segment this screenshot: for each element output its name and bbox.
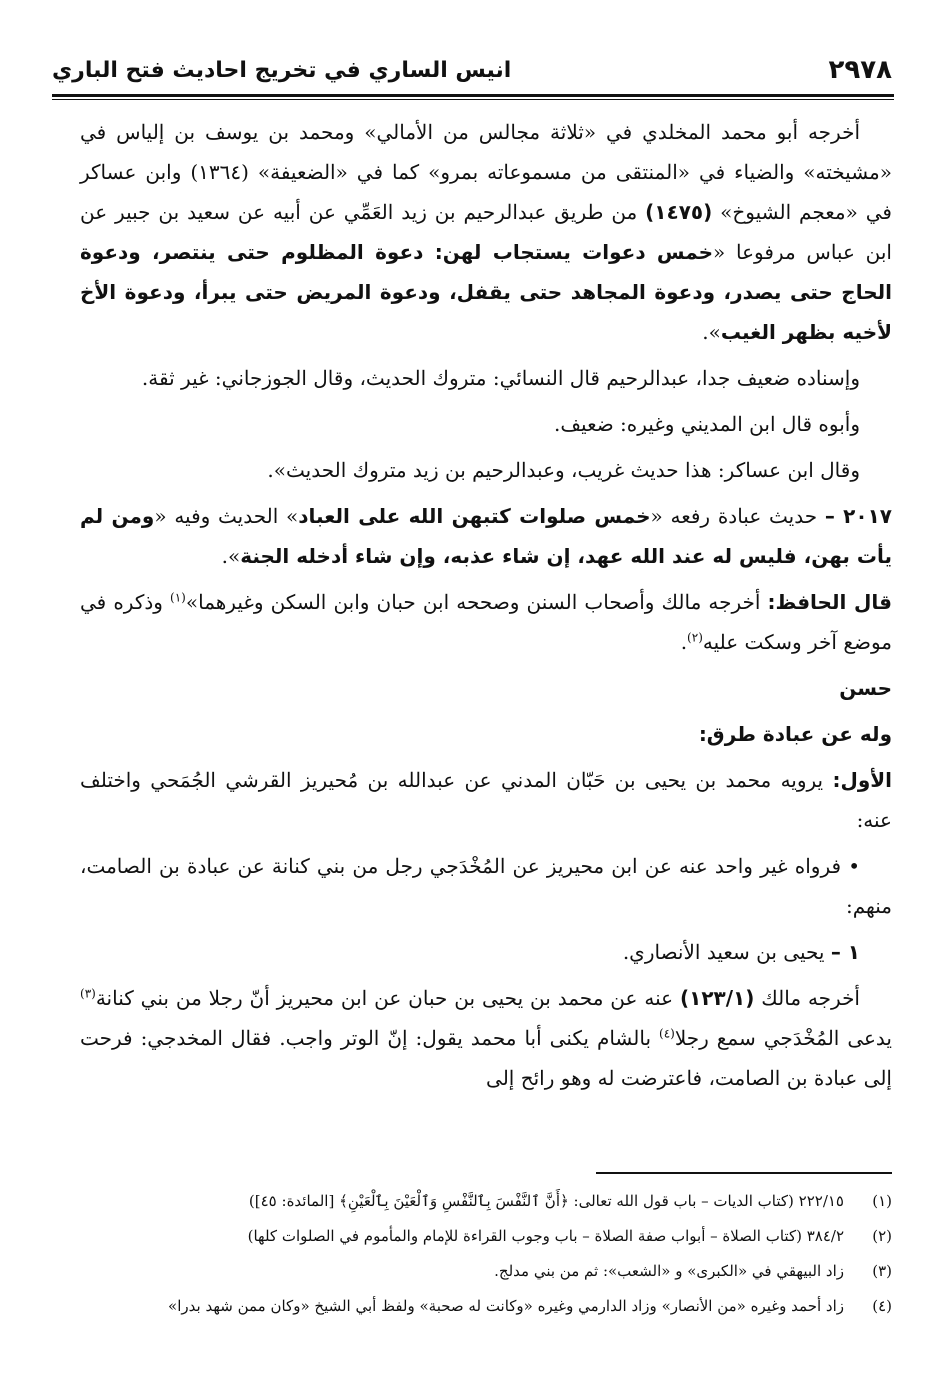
footnote-text: زاد البيهقي في «الكبرى» و «الشعب»: ثم من بني مدلج. xyxy=(494,1262,844,1280)
text-span: أخرجه مالك xyxy=(754,986,860,1010)
text-span: ». xyxy=(221,544,241,568)
main-text xyxy=(80,112,892,1104)
text-span: من طريق عبدالرحيم بن زيد العَمِّي عن أبيه عن سعيد بن جبير عن ابن عباس مرفوعا « xyxy=(80,200,892,264)
footnote-number: (١) xyxy=(872,1192,892,1210)
footnote-ref: (٤) xyxy=(659,1026,675,1041)
paragraph-awwal xyxy=(80,760,892,840)
turuq-heading: وله عن عبادة طرق: xyxy=(698,722,892,746)
footnote xyxy=(80,1289,892,1324)
footnote xyxy=(80,1219,892,1254)
header-rule-thick xyxy=(52,94,894,97)
hadith-2017-heading xyxy=(80,496,892,576)
footnote-number: (٣) xyxy=(872,1262,892,1280)
page-header xyxy=(52,48,892,92)
awwal-label: الأول: xyxy=(832,768,893,792)
bullet-paragraph: • فرواه غير واحد عنه عن ابن محيريز عن المُخْدَجي رجل من بني كنانة عن عبادة بن الصامت، منهم: xyxy=(80,854,892,918)
book-title: انيس الساري في تخريج احاديث فتح الباري xyxy=(52,57,512,83)
footnotes xyxy=(80,1184,892,1324)
page-number: ٢٩٧٨ xyxy=(828,55,892,85)
list-item xyxy=(80,932,892,972)
text-span: يحيى بن سعيد الأنصاري. xyxy=(622,940,831,964)
header-rule-thin xyxy=(52,99,894,100)
grade-label: حسن xyxy=(839,676,892,700)
paragraph-father: وأبوه قال ابن المديني وغيره: ضعيف. xyxy=(553,412,860,436)
ref-number: (١٢٣/١) xyxy=(679,986,755,1010)
footnote-separator xyxy=(596,1172,892,1174)
ref-number: (١٤٧٥) xyxy=(645,200,713,224)
text-span: عنه عن محمد بن يحيى بن حبان عن ابن محيريز أنّ رجلا من بني كنانة xyxy=(95,986,680,1010)
text-span: يرويه محمد بن يحيى بن حَبّان المدني عن عبدالله بن مُحيريز القرشي الجُمَحي واختلف عنه: xyxy=(80,768,892,832)
footnote-text: ٢٢٢/١٥ (كتاب الديات – باب قول الله تعالى: ﴿أَنَّ ٱلنَّفْسَ بِٱلنَّفْسِ وَٱلْعَيْنَ بِٱلْعَيْنِ﴾ [المائدة: ٤٥]) xyxy=(248,1192,844,1210)
footnote-ref: (١) xyxy=(170,590,186,605)
footnote-text: زاد أحمد وغيره «من الأنصار» وزاد الدارمي وغيره «وكانت له صحبة» ولفظ أبي الشيخ «وكان ممن شهد بدرا» xyxy=(168,1297,844,1315)
footnote xyxy=(80,1184,892,1219)
text-span: ». xyxy=(702,320,721,344)
text-span: أخرجه مالك وأصحاب السنن وصححه ابن حبان وابن السكن وغيرهما» xyxy=(185,590,768,614)
item-number: ١ – xyxy=(830,940,860,964)
text-span: بالشام يكنى أبا محمد يقول: إنّ الوتر واجب. فقال المخدجي: فرحت إلى عبادة بن الصامت، فاعترضت له وهو رائح إلى xyxy=(80,1026,892,1090)
footnote-number: (٢) xyxy=(872,1227,892,1245)
hadith-text: ومن لم يأت بهن، فليس له عند الله عهد، إن شاء عذبه، وإن شاء أدخله الجنة xyxy=(80,504,892,568)
text-span: أخرجه أبو محمد المخلدي في «ثلاثة مجالس من الأمالي» ومحمد بن يوسف بن إلياس في «مشيخته» والضياء في «المنتقى من مسموعاته بمرو» كما في «الضعيفة» (١٣٦٤) وابن عساكر في «معجم الشيوخ» xyxy=(80,120,892,224)
hafiz-label: قال الحافظ: xyxy=(767,590,892,614)
footnote-ref: (٣) xyxy=(80,986,96,1001)
text-span: حديث عبادة رفعه « xyxy=(650,504,825,528)
paragraph-isnad: وإسناده ضعيف جدا، عبدالرحيم قال النسائي: متروك الحديث، وقال الجوزجاني: غير ثقة. xyxy=(141,366,860,390)
paragraph-ibn-asakir: وقال ابن عساكر: هذا حديث غريب، وعبدالرحيم بن زيد متروك الحديث». xyxy=(267,458,860,482)
hadith-text: خمس دعوات يستجاب لهن: دعوة المظلوم حتى ينتصر، ودعوة الحاج حتى يصدر، ودعوة المجاهد حتى يقفل، ودعوة المريض حتى يبرأ، ودعوة الأخ لأخيه بظهر الغيب xyxy=(80,240,892,344)
text-span: . xyxy=(680,630,688,654)
hadith-number: ٢٠١٧ – xyxy=(824,504,892,528)
footnote xyxy=(80,1254,892,1289)
text-span: وذكره في موضع آخر وسكت عليه xyxy=(80,590,892,654)
hadith-text: خمس صلوات كتبهن الله على العباد xyxy=(298,504,651,528)
footnote-ref: (٢) xyxy=(687,630,703,645)
footnote-text: ٣٨٤/٢ (كتاب الصلاة – أبواب صفة الصلاة – باب وجوب القراءة للإمام والمأموم في الصلوات كلها) xyxy=(247,1227,844,1245)
text-span: يدعى المُخْدَجي سمع رجلا xyxy=(674,1026,892,1050)
paragraph-hafiz xyxy=(80,582,892,662)
paragraph-takhrij xyxy=(80,112,892,352)
footnote-number: (٤) xyxy=(872,1297,892,1315)
text-span: » الحديث وفيه « xyxy=(154,504,299,528)
paragraph-malik xyxy=(80,978,892,1098)
